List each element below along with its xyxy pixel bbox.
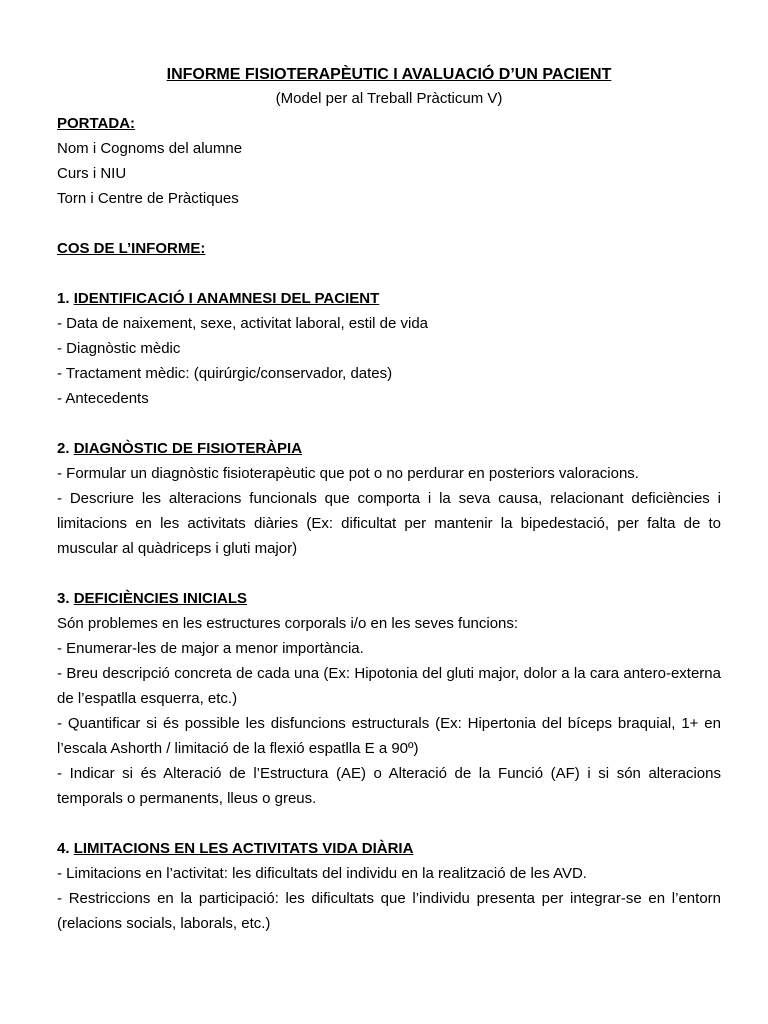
section-title: IDENTIFICACIÓ I ANAMNESI DEL PACIENT: [73, 290, 380, 307]
list-item: - Restriccions en la participació: les dificultats que l’individu presenta per integrar-se en l’entorn (relacions socials, laborals, etc.): [57, 890, 721, 932]
section-title: DEFICIÈNCIES INICIALS: [73, 590, 248, 607]
list-item: - Indicar si és Alteració de l’Estructura (AE) o Alteració de la Funció (AF) i si són alteracions temporals o permanents, lleus o greus.: [57, 765, 721, 807]
cover-line: Torn i Centre de Pràctiques: [57, 190, 239, 207]
list-item: - Formular un diagnòstic fisioterapèutic que pot o no perdurar en posteriors valoracions.: [57, 465, 639, 482]
list-item: - Diagnòstic mèdic: [57, 340, 181, 357]
list-item: - Quantificar si és possible les disfuncions estructurals (Ex: Hipertonia del bíceps braquial, 1+ en l’escala Ashorth / limitació de la flexió espatlla E a 90º): [57, 715, 721, 757]
section-number: 3.: [57, 590, 70, 607]
section-heading: [57, 436, 721, 461]
section-number: 2.: [57, 440, 70, 457]
section-number: 1.: [57, 290, 70, 307]
section-heading: [57, 836, 721, 861]
document-subtitle: (Model per al Treball Pràcticum V): [275, 90, 503, 107]
section-heading: [57, 286, 721, 311]
list-item: - Breu descripció concreta de cada una (Ex: Hipotonia del gluti major, dolor a la cara antero-externa de l’espatlla esquerra, etc.): [57, 665, 721, 707]
cover-line: Curs i NIU: [57, 165, 127, 182]
list-item: - Tractament mèdic: (quirúrgic/conservador, dates): [57, 365, 393, 382]
list-item: - Enumerar-les de major a menor importància.: [57, 640, 364, 657]
document-title: INFORME FISIOTERAPÈUTIC I AVALUACIÓ D’UN PACIENT: [166, 66, 612, 83]
list-item: - Antecedents: [57, 390, 149, 407]
list-item: - Data de naixement, sexe, activitat laboral, estil de vida: [57, 315, 429, 332]
section-title: LIMITACIONS EN LES ACTIVITATS VIDA DIÀRIA: [73, 840, 414, 857]
list-item: Són problemes en les estructures corporals i/o en les seves funcions:: [57, 615, 519, 632]
list-item: - Descriure les alteracions funcionals que comporta i la seva causa, relacionant deficiències i limitacions en les activitats diàries (Ex: dificultat per mantenir la bipedestació, per falta de to muscular al quàdriceps i gluti major): [57, 490, 721, 557]
cover-line: Nom i Cognoms del alumne: [57, 140, 243, 157]
section-number: 4.: [57, 840, 70, 857]
body-heading: COS DE L’INFORME:: [57, 240, 206, 257]
cover-heading: PORTADA:: [57, 115, 136, 132]
section-title: DIAGNÒSTIC DE FISIOTERÀPIA: [73, 440, 303, 457]
list-item: - Limitacions en l’activitat: les dificultats del individu en la realització de les AVD.: [57, 865, 587, 882]
section-heading: [57, 586, 721, 611]
